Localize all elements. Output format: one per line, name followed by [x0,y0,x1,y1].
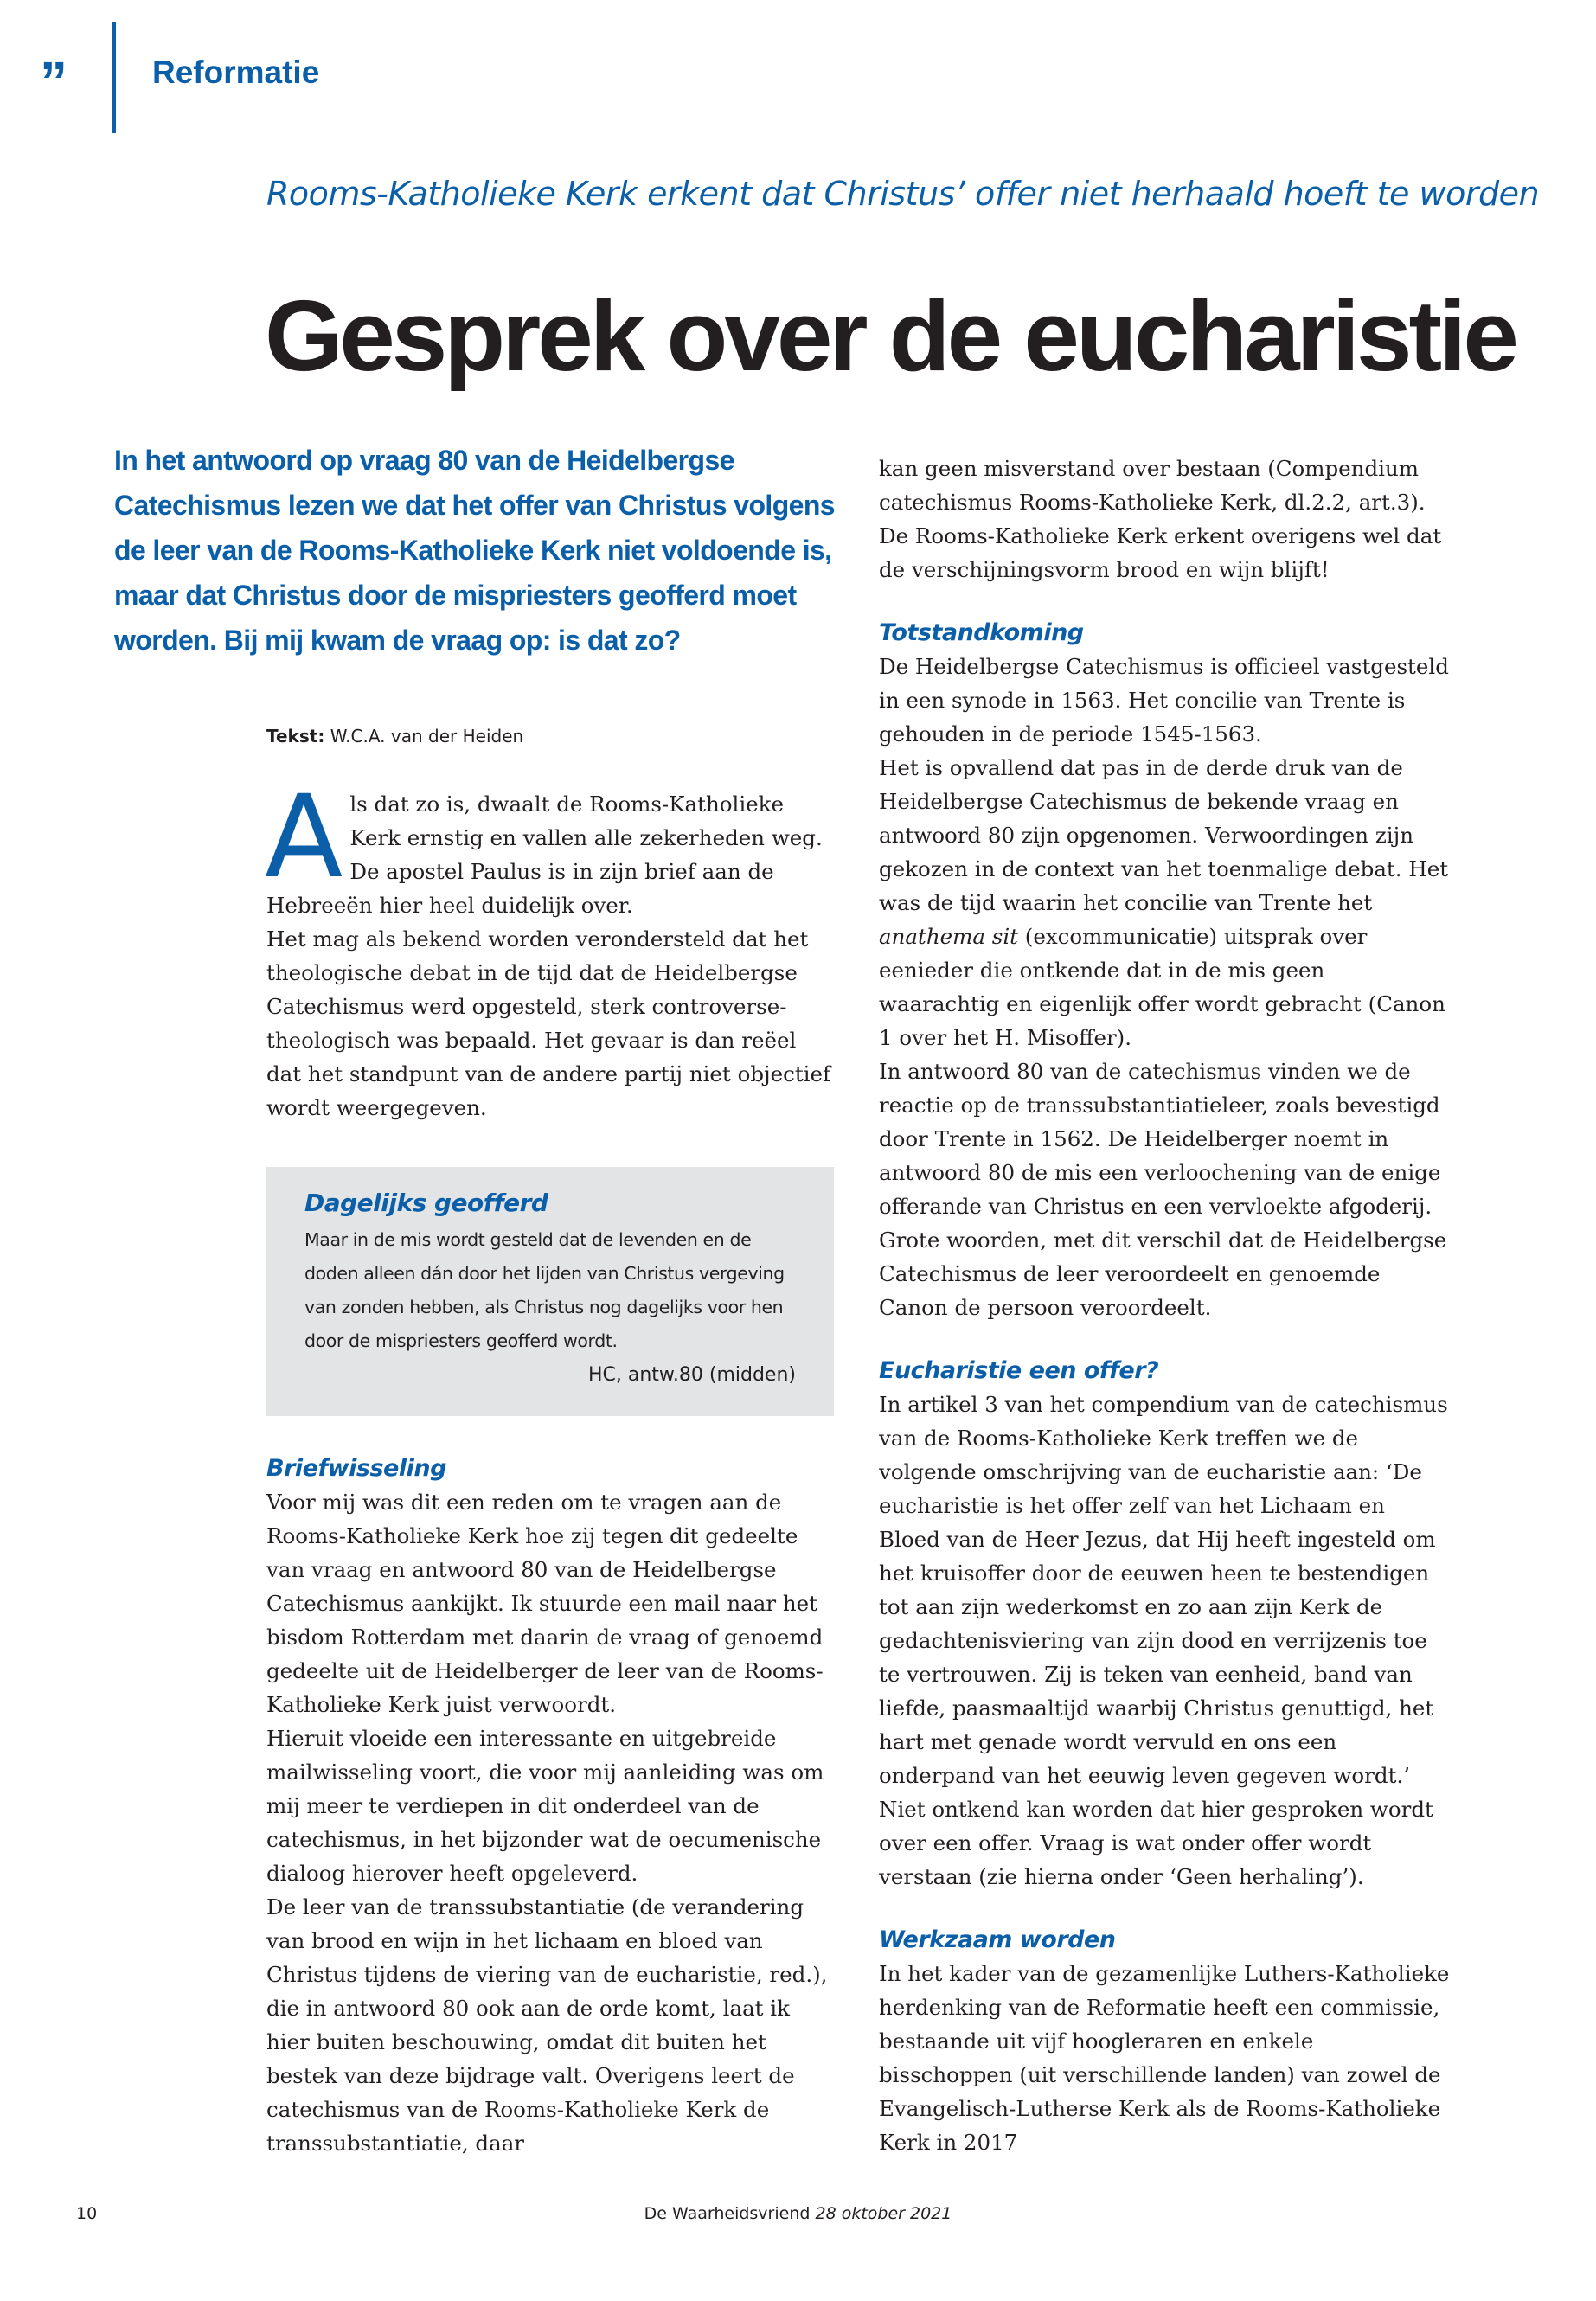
quote-box-source: HC, antw.80 (midden) [587,1364,796,1386]
paragraph-text: (excommunicatie) uitsprak over eenieder die ontkende dat in de mis geen waarachtig en eigenlijk offer wordt gebracht (Canon 1 over het H. Misoffer). [879,924,1445,1050]
paragraph: Hieruit vloeide een interessante en uitgebreide mailwisseling voort, die voor mij aanleiding was om mij meer te verdiepen in dit onderdeel van de catechismus, in het bijzonder wat de oecumenische dialoog hierover heeft opgeleverd. [266,1726,824,1886]
article-subtitle: Rooms-Katholieke Kerk erkent dat Christus’ offer niet herhaald hoeft te worden [266,175,1540,213]
article-intro: In het antwoord op vraag 80 van de Heidelbergse Catechismus lezen we dat het offer van Christus volgens de leer van de Rooms-Katholieke Kerk niet voldoende is, maar dat Christus door de mispriesters geofferd moet worden. Bij mij kwam de vraag op: is dat zo? [114,445,836,656]
drop-cap: A [265,771,343,904]
right-column [879,452,1450,2159]
header-divider [112,22,116,133]
paragraph [879,751,1450,1054]
quote-box-text: Maar in de mis wordt gesteld dat de levenden en de doden alleen dán door het lijden van Christus vergeving van zonden hebben, als Christus nog dagelijks voor hen door de mispriesters geofferd wordt. [304,1229,785,1351]
byline-label: Tekst: [266,726,325,747]
footer-magazine [0,2204,1596,2223]
paragraph: De Heidelbergse Catechismus is officieel vastgesteld in een synode in 1563. Het concilie van Trente is gehouden in de periode 1545-1563. [879,654,1449,747]
section-heading-totstandkoming: Totstandkoming [879,619,1084,646]
paragraph: In artikel 3 van het compendium van de catechismus van de Rooms-Katholieke Kerk treffen we de volgende omschrijving van de eucharistie aan: ‘De eucharistie is het offer zelf van het Lichaam en Bloed van de Heer Jezus, dat Hij heeft ingesteld om het kruisoffer door de eeuwen heen te bestendigen tot aan zijn wederkomst en zo aan zijn Kerk de gedachtenisviering van zijn dood en verrijzenis toe te vertrouwen. Zij is teken van eenheid, band van liefde, paasmaaltijd waarbij Christus genuttigd, het hart met genade wordt vervuld en ons een onderpand van het eeuwig leven gegeven wordt.’ [879,1392,1448,1788]
paragraph-text: Het is opvallend dat pas in de derde druk van de Heidelbergse Catechismus de bekende vraag en antwoord 80 zijn opgenomen. Verwoordingen zijn gekozen in de context van het toenmalige debat. Het was de tijd waarin het concilie van Trente het [879,755,1449,915]
left-column-bottom [266,1452,837,2160]
paragraph: kan geen misverstand over bestaan (Compendium catechismus Rooms-Katholieke Kerk, dl.2.2, art.3). De Rooms-Katholieke Kerk erkent overigens wel dat de verschijningsvorm brood en wijn blijft! [879,456,1442,582]
section-label: Reformatie [152,54,320,90]
magazine-name: De Waarheidsvriend [644,2204,811,2223]
page-number: 10 [76,2204,98,2223]
byline [266,723,523,749]
issue-date: 28 oktober 2021 [815,2204,952,2223]
paragraph-opening-text: ls dat zo is, dwaalt de Rooms-Katholieke Kerk ernstig en vallen alle zekerheden weg. De apostel Paulus is in zijn brief aan de Hebreeën hier heel duidelijk over. [266,792,823,918]
section-heading-briefwisseling: Briefwisseling [266,1455,446,1482]
quote-mark-icon: ” [40,50,67,112]
paragraph: Niet ontkend kan worden dat hier gesproken wordt over een offer. Vraag is wat onder offer wordt verstaan (zie hierna onder ‘Geen herhaling’). [879,1797,1433,1889]
article-title: Gesprek over de eucharistie [265,279,1516,392]
paragraph-opening [265,771,837,922]
byline-author: W.C.A. van der Heiden [330,726,524,747]
paragraph: In het kader van de gezamenlijke Luthers-Katholieke herdenking van de Reformatie heeft een commissie, bestaande uit vijf hoogleraren en enkele bisschoppen (uit verschillende landen) van zowel de Evangelisch-Lutherse Kerk als de Rooms-Katholieke Kerk in 2017 [879,1961,1450,2155]
paragraph: Voor mij was dit een reden om te vragen aan de Rooms-Katholieke Kerk hoe zij tegen dit gedeelte van vraag en antwoord 80 van de Heidelbergse Catechismus aankijkt. Ik stuurde een mail naar het bisdom Rotterdam met daarin de vraag of genoemd gedeelte uit de Heidelberger de leer van de Rooms-Katholieke Kerk juist verwoordt. [266,1490,824,1717]
left-column-top [265,771,837,1125]
paragraph: Het mag als bekend worden verondersteld dat het theologische debat in de tijd dat de Heidelbergse Catechismus werd opgesteld, sterk controverse-theologisch was bepaald. Het gevaar is dan reëel dat het standpunt van de andere partij niet objectief wordt weergegeven. [266,926,831,1120]
section-heading-werkzaam: Werkzaam worden [879,1926,1116,1953]
quote-box [266,1167,834,1416]
section-heading-eucharistie: Eucharistie een offer? [879,1357,1159,1384]
latin-term: anathema sit [879,924,1018,949]
paragraph: In antwoord 80 van de catechismus vinden we de reactie op de transsubstantiatieleer, zoals bevestigd door Trente in 1562. De Heidelberger noemt in antwoord 80 de mis een verloochening van de enige offerande van Christus en een vervloekte afgoderij. Grote woorden, met dit verschil dat de Heidelbergse Catechismus de leer veroordeelt en genoemde Canon de persoon veroordeelt. [879,1059,1447,1320]
paragraph: De leer van de transsubstantiatie (de verandering van brood en wijn in het lichaam en bloed van Christus tijdens de viering van de eucharistie, red.), die in antwoord 80 ook aan de orde komt, laat ik hier buiten beschouwing, omdat dit buiten het bestek van deze bijdrage valt. Overigens leert de catechismus van de Rooms-Katholieke Kerk de transsubstantiatie, daar [266,1894,828,2156]
quote-box-heading: Dagelijks geofferd [304,1189,548,1217]
